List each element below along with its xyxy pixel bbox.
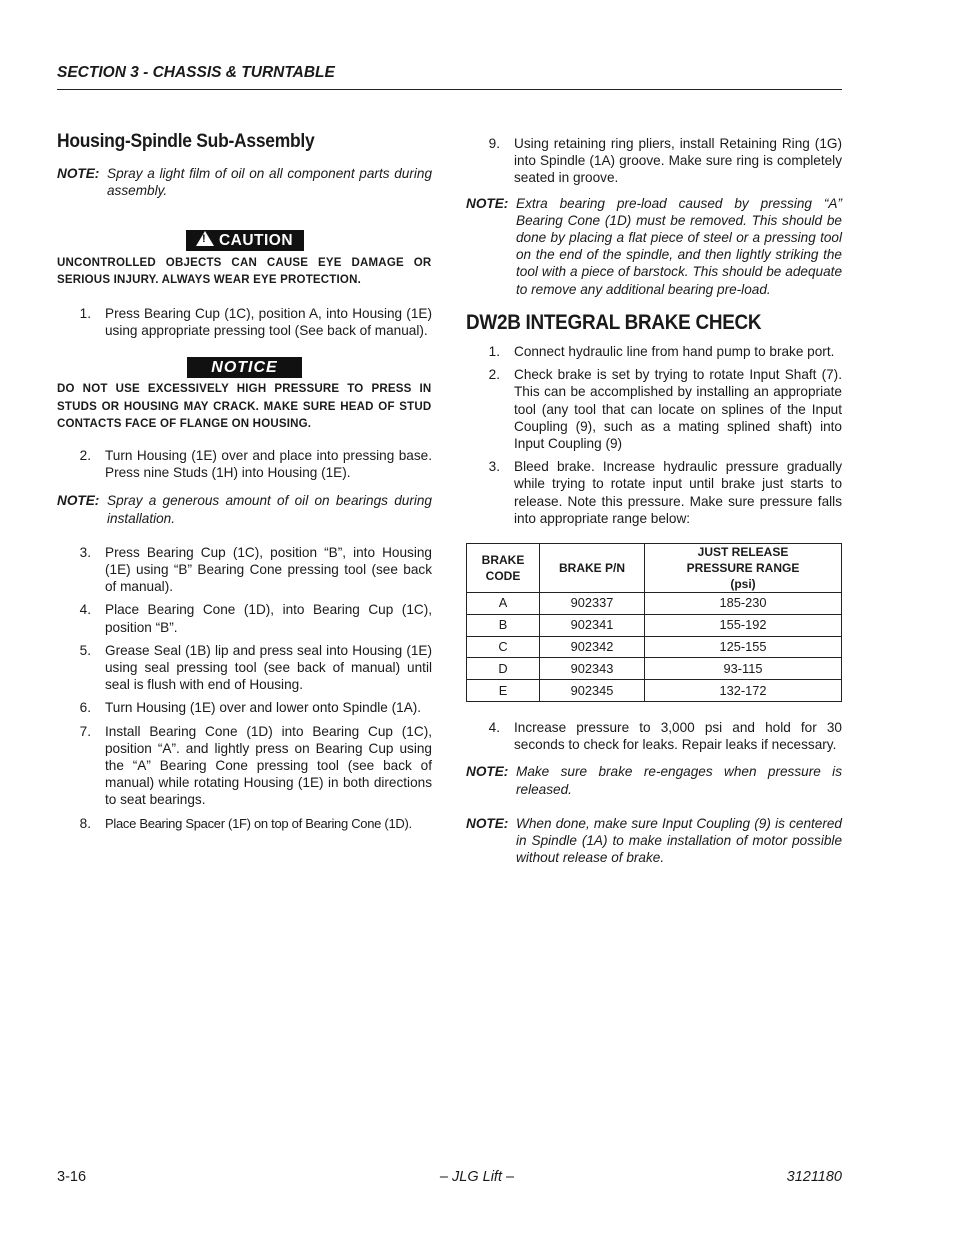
- table-row: [467, 680, 842, 702]
- step-item: [466, 458, 842, 527]
- step-number: 5.: [79, 642, 91, 658]
- step-text: Place Bearing Cone (1D), into Bearing Cup (1C), position “B”.: [105, 602, 432, 635]
- table-row: [467, 614, 842, 636]
- heading-housing-spindle: Housing-Spindle Sub-Assembly: [57, 131, 315, 152]
- step-item: [57, 723, 432, 809]
- table-row: [467, 593, 842, 615]
- note-oil-bearings: [57, 492, 432, 526]
- step-number: 3.: [488, 459, 500, 475]
- table-cell: 93-115: [645, 658, 842, 680]
- note-label: NOTE:: [466, 815, 509, 831]
- step-text: Turn Housing (1E) over and lower onto Spindle (1A).: [105, 700, 422, 716]
- right-column: [466, 135, 842, 866]
- column-header: JUST RELEASE PRESSURE RANGE (psi): [645, 544, 842, 593]
- step-number: 4.: [79, 602, 91, 618]
- step-number: 6.: [79, 700, 91, 716]
- step-number: 1.: [79, 306, 91, 322]
- warning-triangle-icon: [196, 231, 214, 246]
- page-number: 3-16: [57, 1169, 87, 1185]
- step-item: [57, 305, 432, 339]
- note-text: Spray a generous amount of oil on bearings during installation.: [107, 493, 432, 526]
- table-row: [467, 636, 842, 658]
- note-preload: [466, 195, 842, 298]
- note-label: NOTE:: [57, 166, 100, 182]
- step-number: 8.: [79, 815, 91, 831]
- note-text: When done, make sure Input Coupling (9) is centered in Spindle (1A) to make installation of motor possible without release of brake.: [516, 815, 842, 866]
- step-number: 4.: [488, 720, 500, 736]
- step-item: [57, 544, 432, 596]
- step-number: 1.: [488, 344, 500, 360]
- step-number: 9.: [488, 136, 500, 151]
- step-item: [57, 447, 432, 481]
- step-text: Check brake is set by trying to rotate Input Shaft (7). This can be accomplished by installing an appropriate tool (any tool that can locate on splines of the Input Coupling (9), such as a mating splined shaft) into Input Coupling (9): [514, 367, 842, 452]
- step-item: [57, 815, 432, 832]
- step-item: [57, 699, 432, 716]
- table-cell: 902341: [540, 614, 645, 636]
- left-column: [57, 133, 432, 838]
- note-re-engage: [466, 763, 842, 797]
- column-header: BRAKE P/N: [540, 544, 645, 593]
- step-item: [466, 343, 842, 360]
- caution-banner: [186, 230, 304, 251]
- step-text: Install Bearing Cone (1D) into Bearing Cup (1C), position “A”. and lightly press on Bearing Cup using the “A” Bearing Cone pressing tool (see back of manual) while rotating Housing (1E) in both directions to seat bearings.: [105, 723, 432, 808]
- step-number: 3.: [79, 544, 91, 560]
- footer-brand: – JLG Lift –: [439, 1169, 515, 1185]
- table-cell: B: [467, 614, 540, 636]
- step-text: Connect hydraulic line from hand pump to brake port.: [514, 344, 835, 360]
- note-text: Make sure brake re-engages when pressure is released.: [516, 764, 842, 797]
- step-text: Press Bearing Cup (1C), position “B”, into Housing (1E) using “B” Bearing Cone pressing tool (see back of manual).: [105, 544, 432, 595]
- header-rule: [57, 89, 842, 90]
- note-label: NOTE:: [466, 764, 509, 780]
- table-cell: 902343: [540, 658, 645, 680]
- step-text: Increase pressure to 3,000 psi and hold for 30 seconds to check for leaks. Repair leaks if necessary.: [514, 720, 842, 753]
- note-text: Spray a light film of oil on all component parts during assembly.: [107, 166, 432, 199]
- notice-banner: NOTICE: [187, 357, 302, 378]
- brake-pressure-table: [466, 543, 842, 702]
- table-header-row: [467, 544, 842, 593]
- step-text: Turn Housing (1E) over and place into pressing base. Press nine Studs (1H) into Housing (1E).: [105, 448, 432, 481]
- note-label: NOTE:: [57, 493, 100, 509]
- step-item: [466, 719, 842, 753]
- note-input-coupling: [466, 815, 842, 867]
- section-title: SECTION 3 - CHASSIS & TURNTABLE: [57, 64, 335, 81]
- step-item: [57, 601, 432, 635]
- table-cell: 902342: [540, 636, 645, 658]
- heading-brake-check: DW2B INTEGRAL BRAKE CHECK: [466, 310, 762, 334]
- column-header: BRAKE CODE: [467, 544, 540, 593]
- table-cell: E: [467, 680, 540, 702]
- table-cell: C: [467, 636, 540, 658]
- table-cell: 902337: [540, 593, 645, 615]
- step-text: Using retaining ring pliers, install Retaining Ring (1G) into Spindle (1A) groove. Make sure ring is completely seated in groove.: [514, 136, 842, 186]
- step-number: 7.: [79, 723, 91, 739]
- step-item: [57, 642, 432, 694]
- step-text: Press Bearing Cup (1C), position A, into Housing (1E) using appropriate pressing tool (See back of manual).: [105, 306, 432, 339]
- table-cell: 155-192: [645, 614, 842, 636]
- step-number: 2.: [79, 448, 91, 464]
- caution-text: UNCONTROLLED OBJECTS CAN CAUSE EYE DAMAGE OR SERIOUS INJURY. ALWAYS WEAR EYE PROTECTION.: [57, 254, 432, 286]
- table-cell: 185-230: [645, 593, 842, 615]
- note-text: Extra bearing pre-load caused by pressing “A” Bearing Cone (1D) must be removed. This should be done by placing a flat piece of steel or a pressing tool on the end of the spindle, and then lightly striking the tool with a piece of barstock. This should be adequate to remove any additional bearing pre-load.: [516, 195, 842, 297]
- step-number: 2.: [488, 367, 500, 383]
- table-row: [467, 658, 842, 680]
- notice-text: DO NOT USE EXCESSIVELY HIGH PRESSURE TO PRESS IN STUDS OR HOUSING MAY CRACK. MAKE SURE HEAD OF STUD CONTACTS FACE OF FLANGE ON HOUSING.: [57, 381, 432, 430]
- step-item: [466, 366, 842, 452]
- table-cell: 125-155: [645, 636, 842, 658]
- note-oil-film: [57, 165, 432, 199]
- step-text: Bleed brake. Increase hydraulic pressure gradually while trying to rotate input until brake just starts to release. Note this pressure. Make sure pressure falls into appropriate range below:: [514, 459, 842, 526]
- step-text: Grease Seal (1B) lip and press seal into Housing (1E) using seal pressing tool (see back of manual) until seal is flush with end of Housing.: [105, 642, 432, 693]
- step-text: Place Bearing Spacer (1F) on top of Bearing Cone (1D).: [105, 815, 412, 831]
- note-label: NOTE:: [466, 195, 509, 211]
- step-item: [466, 135, 842, 187]
- table-cell: 132-172: [645, 680, 842, 702]
- table-cell: D: [467, 658, 540, 680]
- table-cell: 902345: [540, 680, 645, 702]
- caution-label: CAUTION: [218, 231, 294, 249]
- table-cell: A: [467, 593, 540, 615]
- document-number: 3121180: [786, 1169, 842, 1185]
